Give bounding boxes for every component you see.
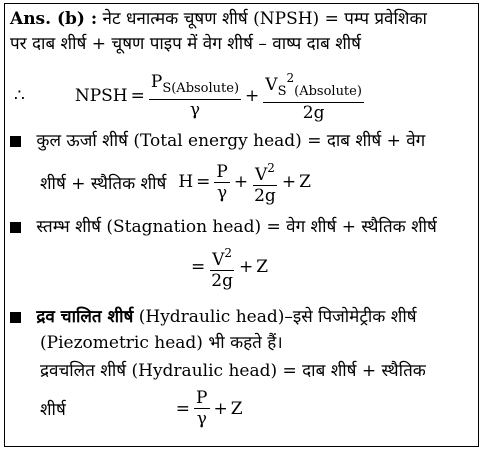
total-head-text: कुल ऊर्जा शीर्ष (Total energy head) = दाब शीर्ष + वेग — [36, 131, 426, 151]
p-gamma-fraction — [214, 162, 229, 203]
pressure-fraction — [149, 72, 241, 120]
total-head-line-1 — [10, 130, 425, 152]
bullet-square — [10, 312, 21, 323]
equals-sign: = — [196, 172, 211, 192]
equals-sign: = — [191, 257, 206, 277]
plus-sign: + — [233, 172, 249, 192]
piezometric-text: (Piezometric head) भी कहते हैं। — [40, 333, 283, 353]
v-symbol: V — [255, 165, 268, 185]
npsh-lhs: NPSH — [74, 85, 128, 106]
plus-sign: + — [281, 172, 297, 192]
p-symbol: P — [216, 161, 228, 182]
z-symbol: Z — [299, 172, 311, 192]
v-superscript: 2 — [267, 161, 275, 175]
v-subscript: S — [277, 84, 287, 99]
denominator-2g: 2g — [302, 103, 325, 123]
v-subscript-abs: (Absolute) — [294, 84, 362, 99]
p-gamma-fraction — [194, 388, 209, 429]
p-symbol: P — [196, 388, 208, 408]
denominator-2g: 2g — [254, 186, 276, 206]
v2-2g-fraction — [209, 243, 235, 291]
velocity-fraction — [263, 68, 364, 123]
plus-sign: + — [245, 85, 260, 106]
denominator-2g: 2g — [211, 271, 233, 291]
equals-sign: = — [175, 398, 191, 419]
plus-sign: + — [213, 398, 228, 419]
ans-line-1 — [10, 8, 427, 30]
v-symbol: V — [212, 250, 225, 270]
p-subscript: S(Absolute) — [162, 80, 240, 96]
p-symbol: P — [150, 71, 163, 92]
hydraulic-line-2 — [40, 332, 283, 354]
stagnation-line — [10, 216, 437, 238]
npsh-definition-cont: पर दाब शीर्ष + चूषण पाइप में वेग शीर्ष – वाष्प दाब शीर्ष — [10, 34, 361, 54]
ans-label: Ans. (b) : — [10, 9, 98, 29]
bullet-square — [10, 222, 21, 233]
v-superscript: 2 — [286, 71, 295, 85]
npsh-definition: नेट धनात्मक चूषण शीर्ष (NPSH) = पम्प प्रवेशिका — [102, 9, 427, 29]
plus-sign: + — [238, 257, 254, 277]
equals-sign: = — [130, 85, 145, 106]
total-head-text-2: शीर्ष + स्थैतिक शीर्ष — [40, 173, 167, 194]
z-symbol: Z — [256, 257, 269, 277]
h-symbol: H — [178, 172, 194, 192]
ans-line-2 — [10, 33, 361, 55]
z-symbol: Z — [230, 398, 243, 419]
v2-2g-fraction — [252, 158, 278, 206]
total-head-equation — [40, 158, 311, 206]
hydraulic-equation — [40, 388, 243, 429]
therefore-symbol: ∴ — [14, 85, 25, 106]
gamma-symbol: γ — [189, 99, 201, 120]
hydraulic-title: द्रव चालित शीर्ष — [36, 307, 134, 327]
hydraulic-text: (Hydraulic head)–इसे पिजोमेट्रीक शीर्ष — [138, 307, 417, 327]
stagnation-equation — [188, 243, 268, 291]
stagnation-text: स्तम्भ शीर्ष (Stagnation head) = वेग शीर्ष + स्थैतिक शीर्ष — [36, 217, 437, 237]
hydraulic-text-4: शीर्ष — [40, 400, 66, 420]
bullet-square — [10, 136, 21, 147]
hydraulic-line-3 — [40, 360, 426, 382]
v-superscript: 2 — [224, 246, 233, 260]
v-symbol: V — [265, 75, 278, 95]
hydraulic-line-1 — [10, 306, 417, 328]
npsh-equation — [14, 68, 365, 123]
gamma-symbol: γ — [217, 182, 228, 203]
hydraulic-def-text: द्रवचलित शीर्ष (Hydraulic head) = दाब शीर्ष + स्थैतिक — [40, 361, 426, 381]
gamma-symbol: γ — [196, 409, 207, 429]
